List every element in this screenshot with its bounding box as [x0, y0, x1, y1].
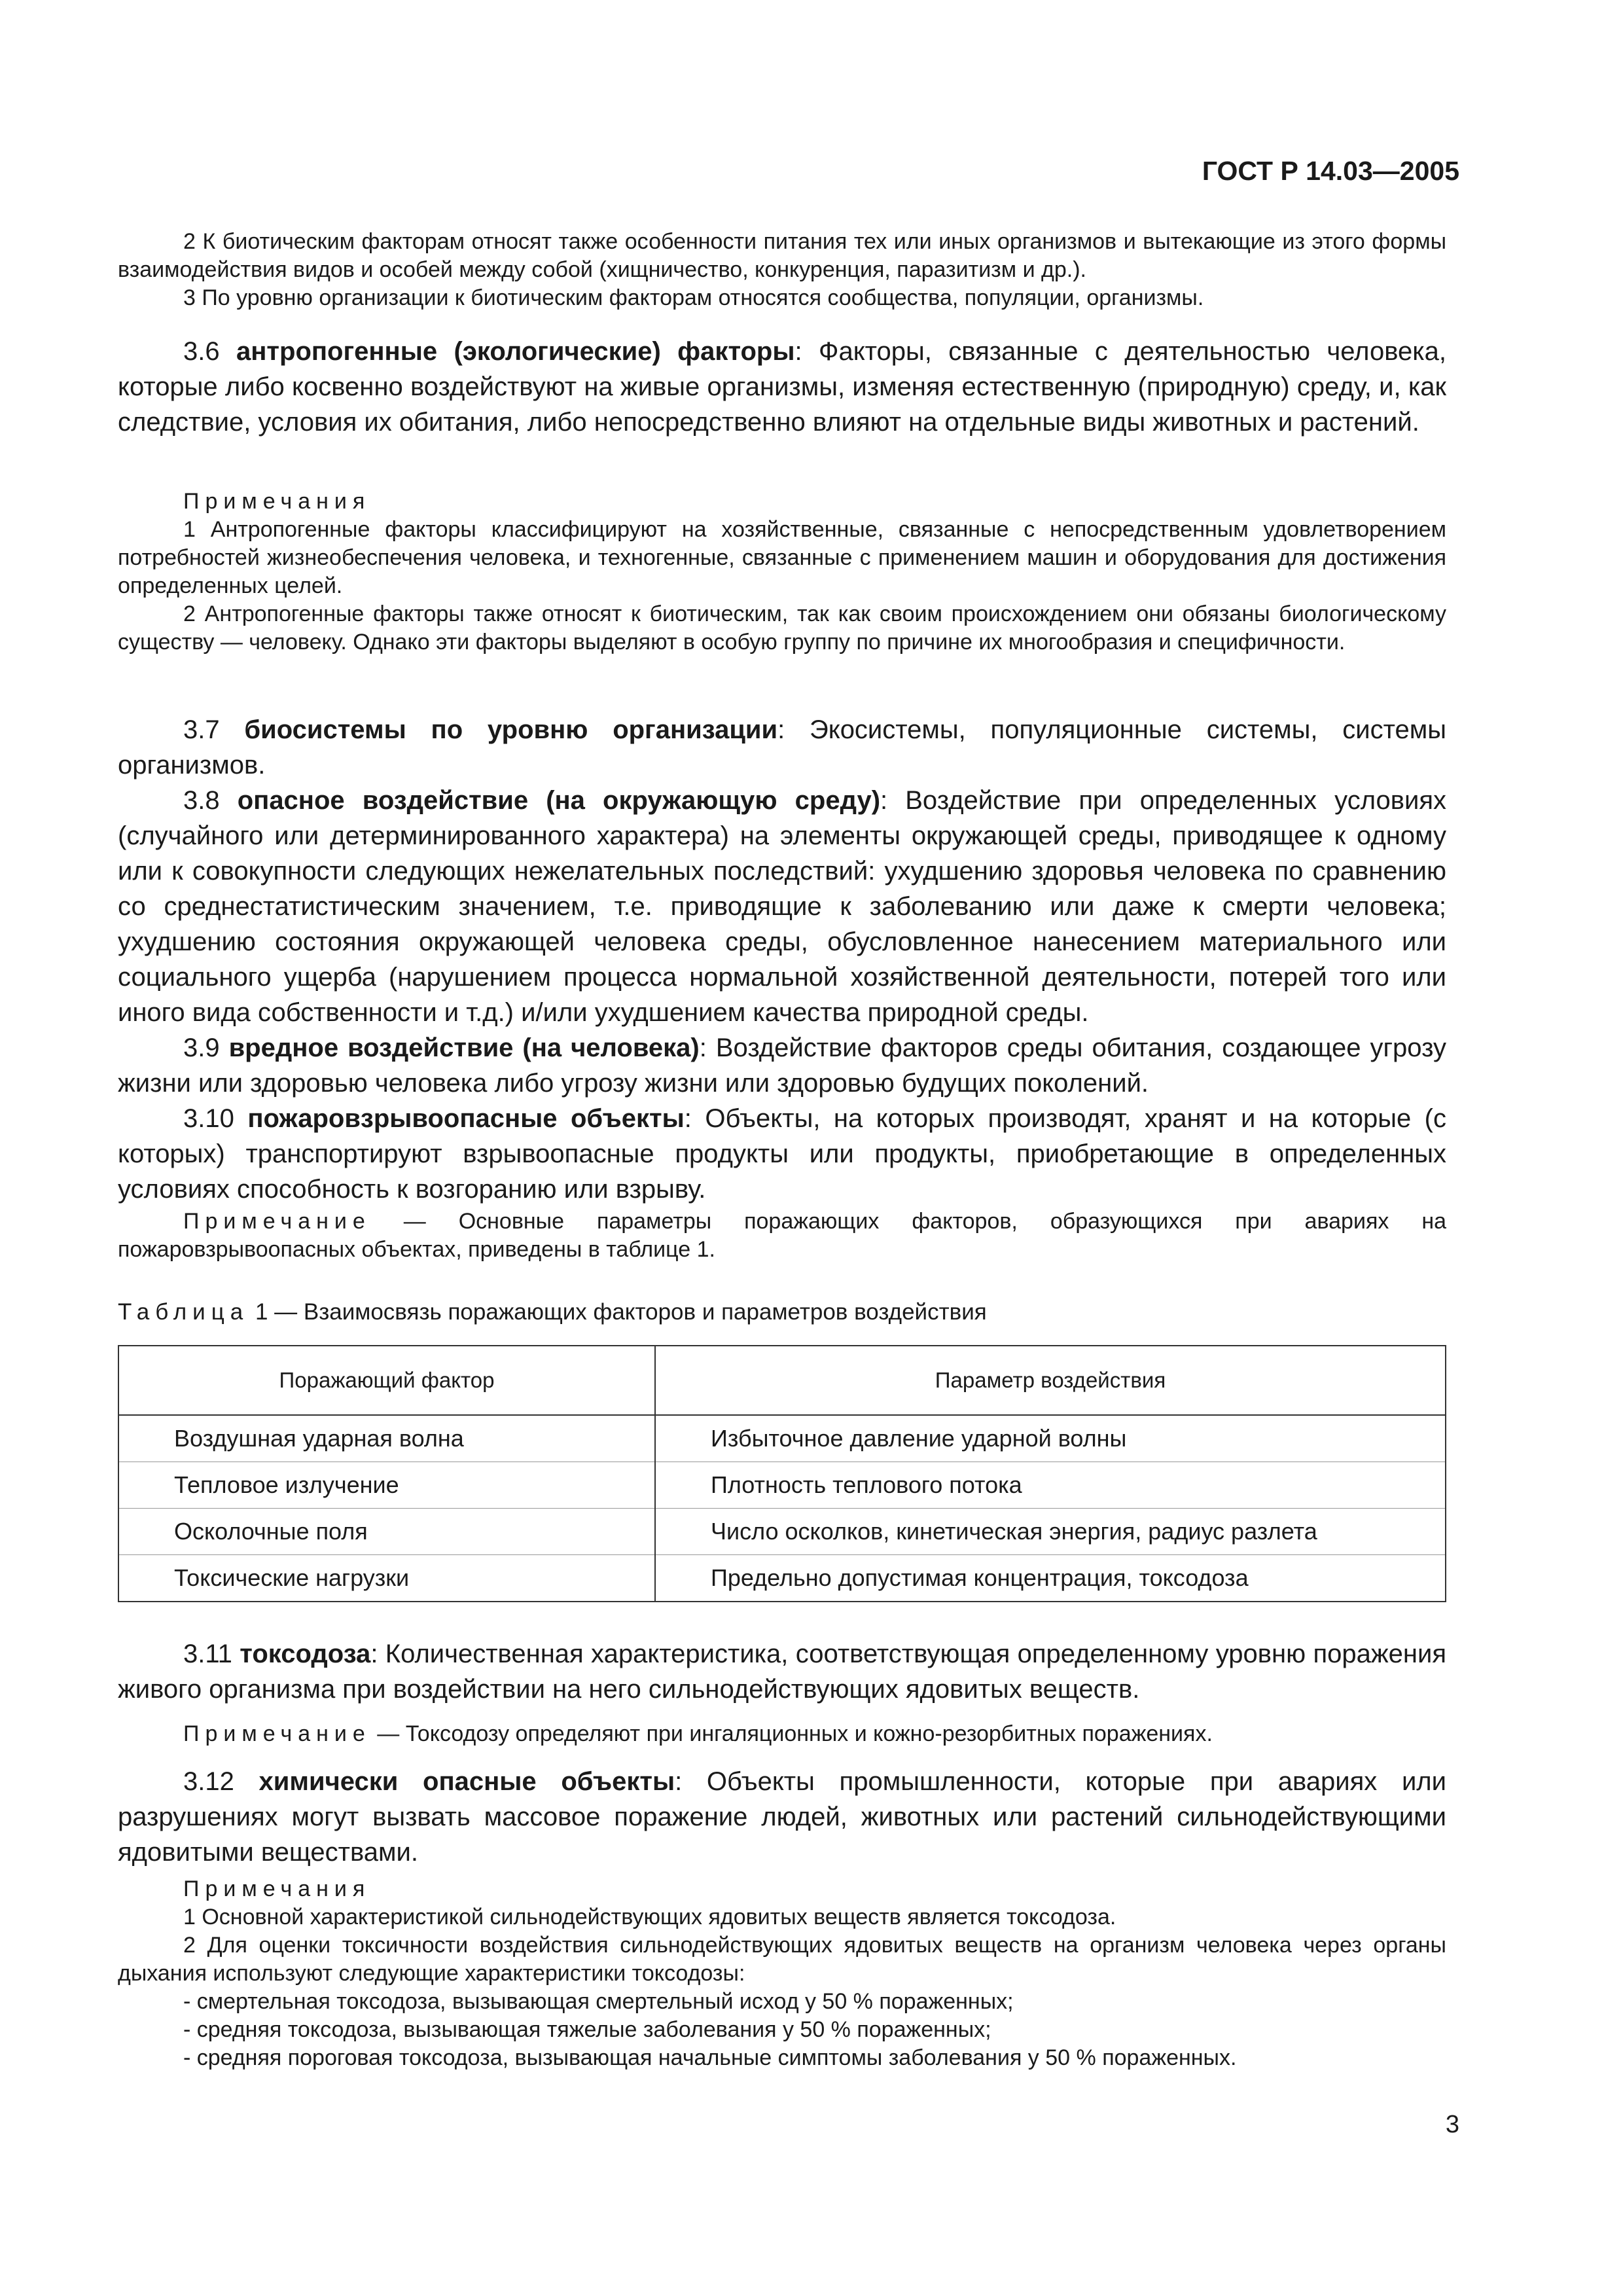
note-3-10	[118, 1208, 1446, 1264]
table-cell: Число осколков, кинетическая энергия, радиус разлета	[655, 1509, 1446, 1555]
term-definition: : Экосистемы, популяционные системы, системы организмов.	[118, 715, 1447, 780]
term-title: антропогенные (экологические) факторы	[236, 337, 795, 366]
document-code: ГОСТ Р 14.03—2005	[1202, 156, 1459, 186]
term-definition: : Объекты, на которых производят, хранят и на которые (с которых) транспортируют взрывоопасные продукты или продукты, приобретающие в определенных условиях способность к возгоранию или взрыву.	[118, 1104, 1446, 1204]
table-cell: Токсические нагрузки	[118, 1555, 655, 1602]
term-definition: : Факторы, связанные с деятельностью человека, которые либо косвенно воздействуют на живые организмы, изменяя естественную (природную) среду, и, как следствие, условия их обитания, либо непосредственно влияют на отдельные виды животных и растений.	[118, 337, 1446, 437]
term-title: опасное воздействие (на окружающую среду)	[237, 786, 881, 815]
note-item: 2 К биотическим факторам относят также особенности питания тех или иных организмов и вытекающие из этого формы взаимодействия видов и особей между собой (хищничество, конкуренция, паразитизм и др.).	[118, 229, 1446, 282]
table-row	[118, 1415, 1446, 1462]
term-number: 3.7	[183, 715, 220, 744]
term-number: 3.6	[183, 337, 220, 366]
table-cell: Предельно допустимая концентрация, токсодоза	[655, 1555, 1446, 1602]
table-cell: Плотность теплового потока	[655, 1462, 1446, 1509]
term-title: биосистемы по уровню организации	[244, 715, 778, 744]
note-label: Примечание	[183, 1721, 371, 1746]
note-item: 3 По уровню организации к биотическим факторам относятся сообщества, популяции, организмы.	[183, 285, 1204, 310]
term-definition: : Воздействие при определенных условиях (случайного или детерминированного характера) на элементы окружающей среды, приводящее к одному или к совокупности следующих нежелательных последствий: ухудшению здоровья человека по сравнению со среднестатистическим значением, т.е. приводящие к заболеванию или даже к смерти человека; ухудшению состояния окружающей человека среды, обусловленное нанесением материального или социального ущерба (нарушением процесса нормальной хозяйственной деятельности, потерей того или иного вида собственности и т.д.) и/или ухудшением качества природной среды.	[118, 786, 1446, 1027]
term-title: токсодоза	[240, 1640, 371, 1668]
term-3-7	[118, 712, 1446, 783]
note-item: 2 Для оценки токсичности воздействия сильнодействующих ядовитых веществ на организм человека через органы дыхания используют следующие характеристики токсодозы:	[118, 1933, 1446, 1986]
term-number: 3.8	[183, 786, 220, 815]
note-item: 1 Антропогенные факторы классифицируют на хозяйственные, связанные с непосредственным удовлетворением потребностей жизнеобеспечения человека, и техногенные, связанные с применением машин и оборудования для достижения определенных целей.	[118, 517, 1446, 598]
note-item: 2 Антропогенные факторы также относят к биотическим, так как своим происхождением они обязаны биологическому существу — человеку. Однако эти факторы выделяют в особую группу по причине их многообразия и специфичности.	[118, 601, 1446, 655]
term-3-6	[118, 334, 1446, 440]
term-title: вредное воздействие (на человека)	[228, 1033, 700, 1062]
term-title: пожаровзрывоопасные объекты	[247, 1104, 685, 1133]
note-text: — Основные параметры поражающих факторов, образующихся при авариях на пожаровзрывоопасных объектах, приведены в таблице 1.	[118, 1209, 1446, 1262]
table-caption	[118, 1299, 987, 1325]
notes-heading: Примечания	[183, 489, 371, 514]
table-cell: Избыточное давление ударной волны	[655, 1415, 1446, 1462]
table-row	[118, 1462, 1446, 1509]
table-cell: Воздушная ударная волна	[118, 1415, 655, 1462]
term-3-11	[118, 1636, 1446, 1707]
notes-heading: Примечания	[183, 1876, 371, 1901]
note-label: Примечание	[183, 1209, 371, 1234]
term-definition: : Количественная характеристика, соответствующая определенному уровню поражения живого организма при воздействии на него сильнодействующих ядовитых веществ.	[118, 1640, 1446, 1704]
term-definition: : Воздействие факторов среды обитания, создающее угрозу жизни или здоровью человека либо угрозу жизни или здоровью будущих поколений.	[118, 1033, 1446, 1098]
top-notes	[118, 228, 1446, 312]
term-number: 3.12	[183, 1767, 234, 1796]
page-number: 3	[1445, 2111, 1459, 2138]
factors-table	[118, 1345, 1446, 1602]
term-title: химически опасные объекты	[259, 1767, 675, 1796]
term-definition: : Объекты промышленности, которые при авариях или разрушениях могут вызвать массовое поражение людей, животных или растений сильнодействующими ядовитыми веществами.	[118, 1767, 1446, 1867]
term-3-8	[118, 783, 1446, 1030]
table-row	[118, 1509, 1446, 1555]
term-number: 3.10	[183, 1104, 234, 1133]
table-row	[118, 1555, 1446, 1602]
notes-3-12	[118, 1875, 1446, 2072]
list-item: - смертельная токсодоза, вызывающая смертельный исход у 50 % пораженных;	[183, 1989, 1014, 2014]
table-caption-label: Таблица	[118, 1299, 249, 1325]
note-item: 1 Основной характеристикой сильнодействующих ядовитых веществ является токсодоза.	[183, 1905, 1116, 1929]
terms-3-7-to-3-10	[118, 712, 1446, 1207]
table-caption-text: 1 — Взаимосвязь поражающих факторов и параметров воздействия	[249, 1299, 987, 1325]
list-item: - средняя пороговая токсодоза, вызывающая начальные симптомы заболевания у 50 % пораженных.	[183, 2045, 1237, 2070]
notes-3-6	[118, 488, 1446, 656]
table-cell: Осколочные поля	[118, 1509, 655, 1555]
list-item: - средняя токсодоза, вызывающая тяжелые заболевания у 50 % пораженных;	[183, 2017, 991, 2042]
term-number: 3.11	[183, 1640, 232, 1668]
term-number: 3.9	[183, 1033, 220, 1062]
term-3-12	[118, 1764, 1446, 1870]
table-header-cell: Параметр воздействия	[655, 1346, 1446, 1415]
table-header-cell: Поражающий фактор	[118, 1346, 655, 1415]
term-3-10	[118, 1101, 1446, 1207]
note-3-11	[118, 1720, 1446, 1748]
table-header-row	[118, 1346, 1446, 1415]
note-text: — Токсодозу определяют при ингаляционных и кожно-резорбитных поражениях.	[370, 1721, 1213, 1746]
table-cell: Тепловое излучение	[118, 1462, 655, 1509]
term-3-9	[118, 1030, 1446, 1101]
